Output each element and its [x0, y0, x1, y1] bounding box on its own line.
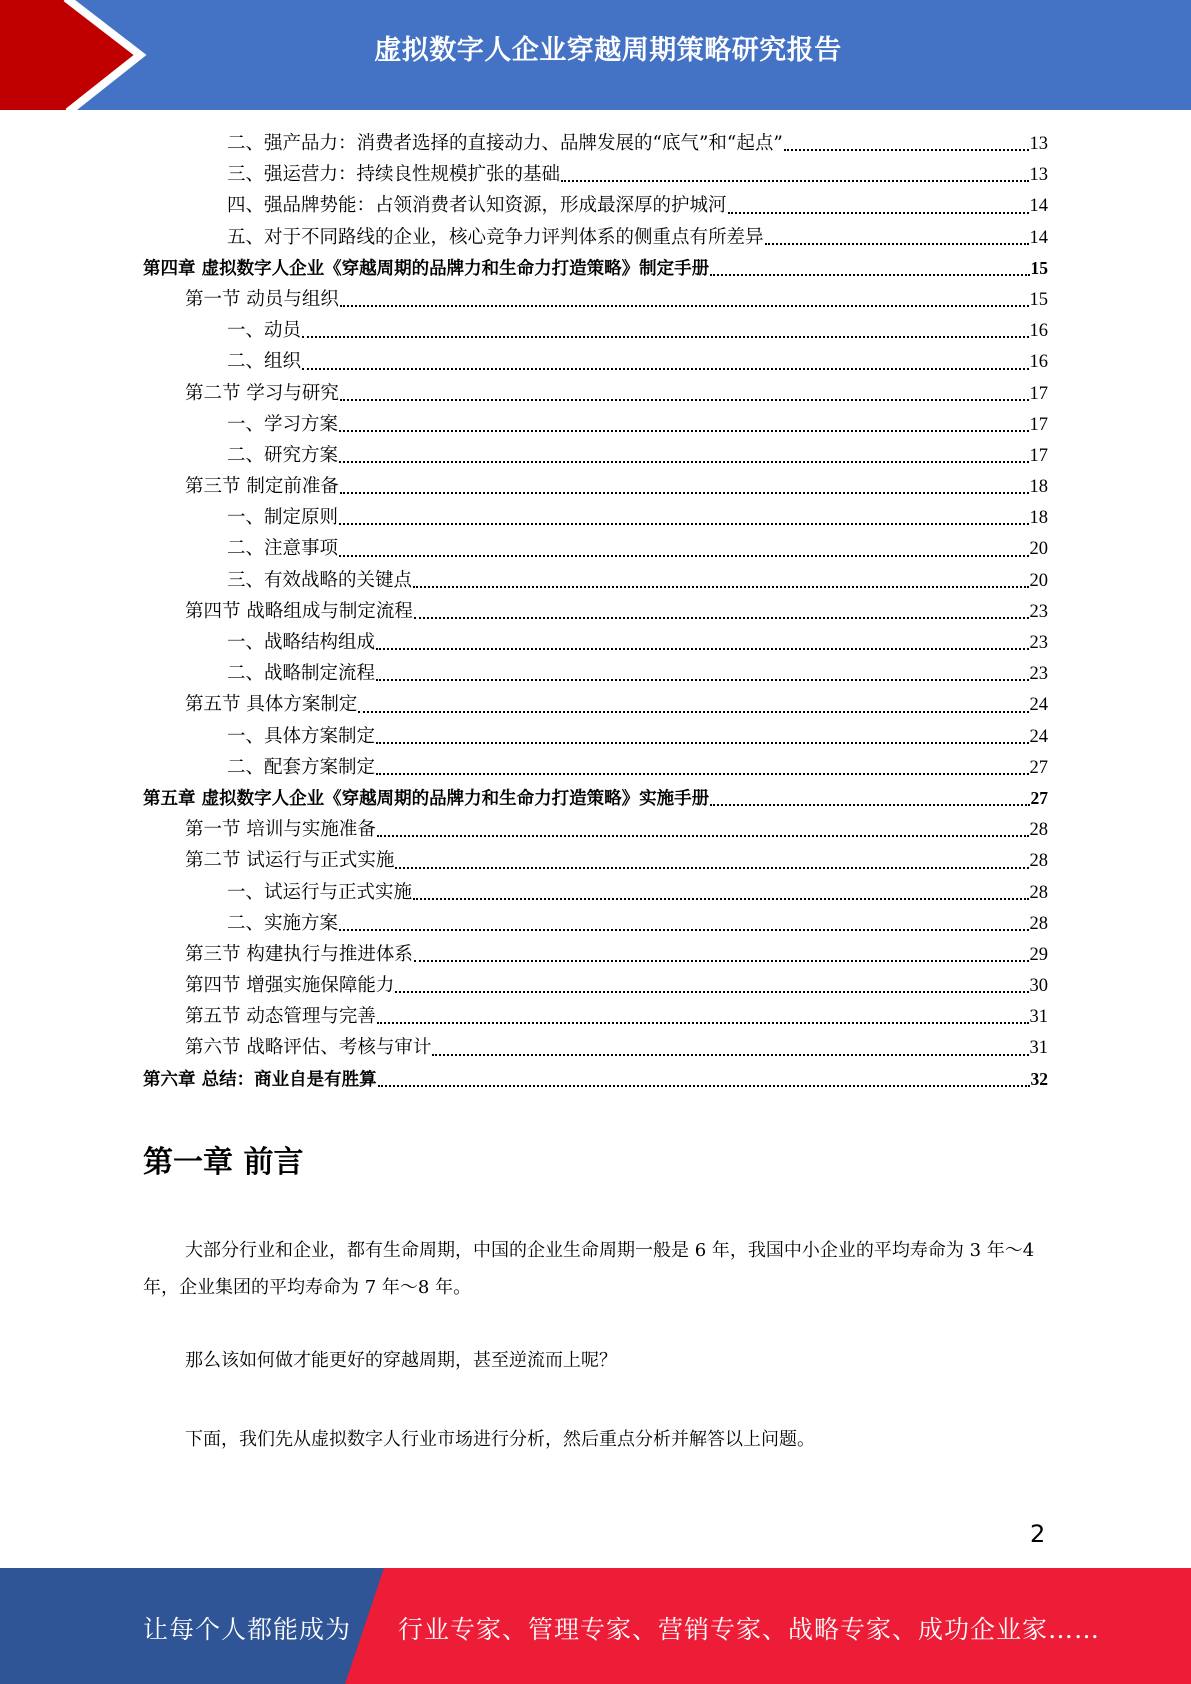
toc-section-entry[interactable] — [143, 939, 1048, 970]
toc-entry-page: 17 — [1029, 414, 1048, 435]
toc-dot-leader — [432, 1054, 1028, 1056]
toc-dot-leader — [784, 149, 1029, 151]
toc-subsection-entry[interactable] — [143, 752, 1048, 783]
toc-entry-label: 四、强品牌势能：占领消费者认知资源，形成最深厚的护城河 — [227, 195, 727, 217]
toc-section-entry[interactable] — [143, 689, 1048, 720]
toc-entry-label: 第一节 培训与实施准备 — [185, 819, 376, 841]
toc-dot-leader — [395, 991, 1028, 993]
toc-section-entry[interactable] — [143, 596, 1048, 627]
toc-entry-label: 第二节 学习与研究 — [185, 382, 339, 404]
toc-entry-page: 31 — [1029, 1007, 1048, 1028]
toc-dot-leader — [413, 898, 1028, 900]
toc-entry-page: 23 — [1029, 601, 1048, 622]
toc-entry-page: 27 — [1030, 787, 1048, 808]
toc-entry-label: 第四节 增强实施保障能力 — [185, 975, 395, 997]
toc-subsection-entry[interactable] — [143, 627, 1048, 658]
toc-subsection-entry[interactable] — [143, 440, 1048, 471]
toc-entry-page: 28 — [1029, 913, 1048, 934]
toc-dot-leader — [339, 523, 1028, 525]
toc-entry-page: 18 — [1029, 477, 1048, 498]
toc-dot-leader — [377, 1022, 1029, 1024]
toc-subsection-entry[interactable] — [143, 721, 1048, 752]
toc-section-entry[interactable] — [143, 814, 1048, 845]
toc-entry-label: 三、有效战略的关键点 — [227, 569, 413, 591]
toc-dot-leader — [395, 867, 1028, 869]
toc-entry-label: 第五节 具体方案制定 — [185, 694, 358, 716]
toc-dot-leader — [376, 679, 1028, 681]
toc-dot-leader — [358, 711, 1028, 713]
toc-entry-label: 二、组织 — [227, 351, 302, 373]
toc-entry-label: 二、注意事项 — [227, 538, 339, 560]
paragraph-3: 下面，我们先从虚拟数字人行业市场进行分析，然后重点分析并解答以上问题。 — [185, 1429, 815, 1450]
toc-entry-page: 23 — [1029, 633, 1048, 653]
toc-section-entry[interactable] — [143, 845, 1048, 876]
toc-dot-leader — [376, 742, 1028, 744]
toc-entry-label: 第三节 构建执行与推进体系 — [185, 943, 413, 965]
toc-subsection-entry[interactable] — [143, 346, 1048, 377]
toc-section-entry[interactable] — [143, 471, 1048, 502]
toc-dot-leader — [339, 461, 1028, 463]
toc-dot-leader — [340, 305, 1029, 307]
toc-entry-page: 24 — [1029, 695, 1048, 716]
toc-subsection-entry[interactable] — [143, 190, 1048, 221]
toc-entry-label: 第三节 制定前准备 — [185, 476, 339, 498]
toc-subsection-entry[interactable] — [143, 502, 1048, 533]
footer-slogan-right: 行业专家、管理专家、营销专家、战略专家、成功企业家…… — [398, 1615, 1101, 1644]
toc-chapter-entry[interactable] — [143, 253, 1048, 284]
report-title: 虚拟数字人企业穿越周期策略研究报告 — [374, 35, 842, 66]
toc-entry-page: 31 — [1029, 1038, 1048, 1059]
toc-dot-leader — [340, 492, 1029, 494]
page-header — [0, 0, 1191, 110]
toc-entry-page: 14 — [1029, 227, 1048, 248]
toc-dot-leader — [339, 430, 1028, 432]
toc-entry-label: 第五章 虚拟数字人企业《穿越周期的品牌力和生命力打造策略》实施手册 — [143, 788, 710, 809]
toc-entry-page: 23 — [1029, 664, 1048, 685]
table-of-contents — [143, 128, 1048, 1095]
toc-dot-leader — [376, 773, 1028, 775]
toc-entry-page: 13 — [1029, 134, 1048, 154]
toc-dot-leader — [339, 555, 1028, 557]
chapter-heading: 第一章 前言 — [143, 1145, 304, 1180]
toc-entry-label: 第六节 战略评估、考核与审计 — [185, 1037, 432, 1059]
footer-slogan-left: 让每个人都能成为 — [143, 1615, 352, 1644]
toc-dot-leader — [377, 835, 1029, 837]
toc-dot-leader — [376, 648, 1028, 650]
page-number: 2 — [1030, 1520, 1046, 1548]
toc-dot-leader — [561, 180, 1028, 182]
toc-dot-leader — [765, 243, 1029, 245]
toc-entry-label: 二、配套方案制定 — [227, 756, 376, 778]
toc-entry-label: 一、制定原则 — [227, 507, 339, 529]
toc-entry-page: 16 — [1029, 321, 1048, 342]
toc-entry-label: 五、对于不同路线的企业，核心竞争力评判体系的侧重点有所差异 — [227, 226, 764, 248]
toc-subsection-entry[interactable] — [143, 128, 1048, 159]
toc-entry-page: 28 — [1029, 851, 1048, 872]
toc-entry-label: 一、战略结构组成 — [227, 632, 376, 653]
toc-dot-leader — [414, 960, 1029, 962]
toc-entry-page: 27 — [1029, 757, 1048, 778]
toc-entry-page: 20 — [1029, 539, 1048, 560]
toc-entry-label: 第四章 虚拟数字人企业《穿越周期的品牌力和生命力打造策略》制定手册 — [143, 258, 710, 279]
toc-subsection-entry[interactable] — [143, 409, 1048, 440]
toc-section-entry[interactable] — [143, 1001, 1048, 1032]
page-footer — [0, 1568, 1191, 1684]
toc-entry-page: 32 — [1030, 1068, 1048, 1089]
toc-dot-leader — [728, 212, 1029, 214]
toc-entry-label: 第六章 总结：商业自是有胜算 — [143, 1069, 377, 1090]
toc-dot-leader — [413, 586, 1028, 588]
toc-subsection-entry[interactable] — [143, 658, 1048, 689]
toc-entry-page: 18 — [1029, 508, 1048, 529]
toc-entry-page: 28 — [1029, 882, 1048, 903]
toc-entry-page: 15 — [1029, 289, 1048, 310]
toc-entry-label: 第一节 动员与组织 — [185, 288, 339, 310]
toc-entry-page: 30 — [1029, 976, 1048, 997]
toc-subsection-entry[interactable] — [143, 877, 1048, 908]
toc-subsection-entry[interactable] — [143, 159, 1048, 190]
toc-entry-label: 二、强产品力：消费者选择的直接动力、品牌发展的“底气”和“起点” — [227, 133, 783, 154]
toc-subsection-entry[interactable] — [143, 533, 1048, 564]
toc-entry-label: 一、具体方案制定 — [227, 725, 376, 747]
toc-entry-page: 17 — [1029, 383, 1048, 404]
toc-dot-leader — [378, 1085, 1030, 1087]
toc-entry-page: 14 — [1029, 196, 1048, 217]
toc-entry-label: 二、研究方案 — [227, 444, 339, 466]
toc-dot-leader — [710, 804, 1029, 806]
toc-dot-leader — [302, 368, 1028, 370]
toc-entry-page: 15 — [1030, 257, 1048, 278]
paragraph-1: 大部分行业和企业，都有生命周期，中国的企业生命周期一般是 6 年，我国中小企业的平均寿命为 3 年～4 年，企业集团的平均寿命为 7 年～8 年。 — [143, 1240, 1035, 1298]
toc-chapter-entry[interactable] — [143, 1064, 1048, 1095]
toc-subsection-entry[interactable] — [143, 222, 1048, 253]
toc-entry-page: 24 — [1029, 726, 1048, 747]
toc-subsection-entry[interactable] — [143, 315, 1048, 346]
toc-dot-leader — [302, 336, 1028, 338]
toc-entry-page: 29 — [1029, 944, 1048, 965]
toc-section-entry[interactable] — [143, 378, 1048, 409]
toc-dot-leader — [340, 399, 1029, 401]
toc-entry-page: 13 — [1029, 165, 1048, 186]
toc-entry-label: 二、战略制定流程 — [227, 663, 376, 685]
toc-chapter-entry[interactable] — [143, 783, 1048, 814]
toc-subsection-entry[interactable] — [143, 565, 1048, 596]
toc-section-entry[interactable] — [143, 970, 1048, 1001]
toc-dot-leader — [339, 929, 1028, 931]
toc-section-entry[interactable] — [143, 284, 1048, 315]
toc-entry-label: 二、实施方案 — [227, 912, 339, 934]
toc-dot-leader — [710, 274, 1029, 276]
toc-dot-leader — [414, 617, 1029, 619]
paragraph-2: 那么该如何做才能更好的穿越周期，甚至逆流而上呢？ — [185, 1350, 617, 1371]
toc-entry-page: 20 — [1029, 570, 1048, 591]
toc-entry-label: 三、强运营力：持续良性规模扩张的基础 — [227, 164, 561, 186]
toc-entry-label: 第五节 动态管理与完善 — [185, 1006, 376, 1028]
toc-entry-page: 28 — [1029, 820, 1048, 841]
toc-entry-label: 一、试运行与正式实施 — [227, 881, 413, 903]
toc-entry-label: 一、学习方案 — [227, 413, 339, 435]
toc-entry-page: 17 — [1029, 445, 1048, 466]
toc-entry-label: 一、动员 — [227, 320, 302, 342]
toc-subsection-entry[interactable] — [143, 908, 1048, 939]
toc-entry-label: 第四节 战略组成与制定流程 — [185, 600, 413, 622]
toc-section-entry[interactable] — [143, 1032, 1048, 1063]
toc-entry-label: 第二节 试运行与正式实施 — [185, 850, 395, 872]
toc-entry-page: 16 — [1029, 352, 1048, 373]
